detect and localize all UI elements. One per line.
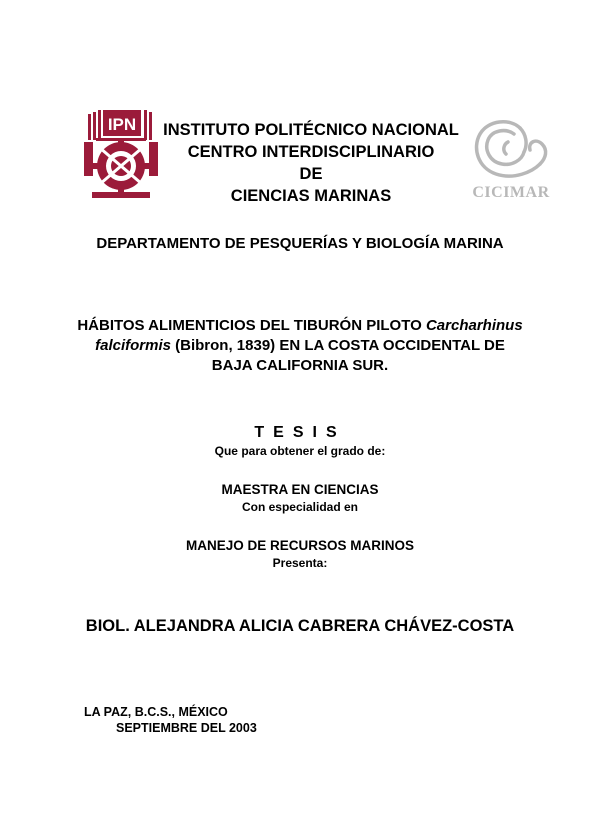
svg-text:IPN: IPN: [107, 115, 137, 134]
thesis-title-line3: BAJA CALIFORNIA SUR.: [211, 357, 389, 374]
date-text: SEPTIEMBRE DEL 2003: [116, 721, 257, 735]
thesis-title-line1: [60, 316, 540, 336]
cicimar-logo: [470, 116, 552, 202]
thesis-title-part4: (Bibron, 1839) EN LA COSTA OCCIDENTAL DE: [170, 337, 505, 354]
degree-title: MAESTRA EN CIENCIAS: [221, 482, 379, 497]
tesis-heading: TESIS: [254, 424, 346, 441]
thesis-title: [60, 316, 540, 376]
center-name-line2: DE: [299, 165, 323, 183]
tesis-subtitle: Que para obtener el grado de:: [214, 444, 386, 458]
degree-subtitle: Con especialidad en: [241, 500, 359, 514]
institution-name: INSTITUTO POLITÉCNICO NACIONAL: [163, 121, 459, 139]
center-name-line3: CIENCIAS MARINAS: [230, 187, 392, 205]
center-name-line1: CENTRO INTERDISCIPLINARIO: [187, 143, 435, 161]
cicimar-logo-text: CICIMAR: [472, 184, 550, 201]
thesis-title-part1: HÁBITOS ALIMENTICIOS DEL TIBURÓN PILOTO: [77, 317, 426, 334]
author-name: BIOL. ALEJANDRA ALICIA CABRERA CHÁVEZ-COSTA: [85, 617, 515, 635]
cicimar-logo-icon: [470, 116, 552, 182]
thesis-title-genus: Carcharhinus: [425, 317, 523, 334]
institution-header: [150, 119, 472, 207]
department-name: DEPARTAMENTO DE PESQUERÍAS Y BIOLOGÍA MARINA: [96, 235, 504, 252]
thesis-title-line2: [60, 336, 540, 356]
place-text: LA PAZ, B.C.S., MÉXICO: [84, 705, 228, 719]
specialty-title: MANEJO DE RECURSOS MARINOS: [185, 538, 415, 553]
thesis-title-species: falciformis: [95, 337, 171, 354]
presenta-label: Presenta:: [272, 556, 328, 570]
ipn-logo-icon: [82, 108, 160, 200]
